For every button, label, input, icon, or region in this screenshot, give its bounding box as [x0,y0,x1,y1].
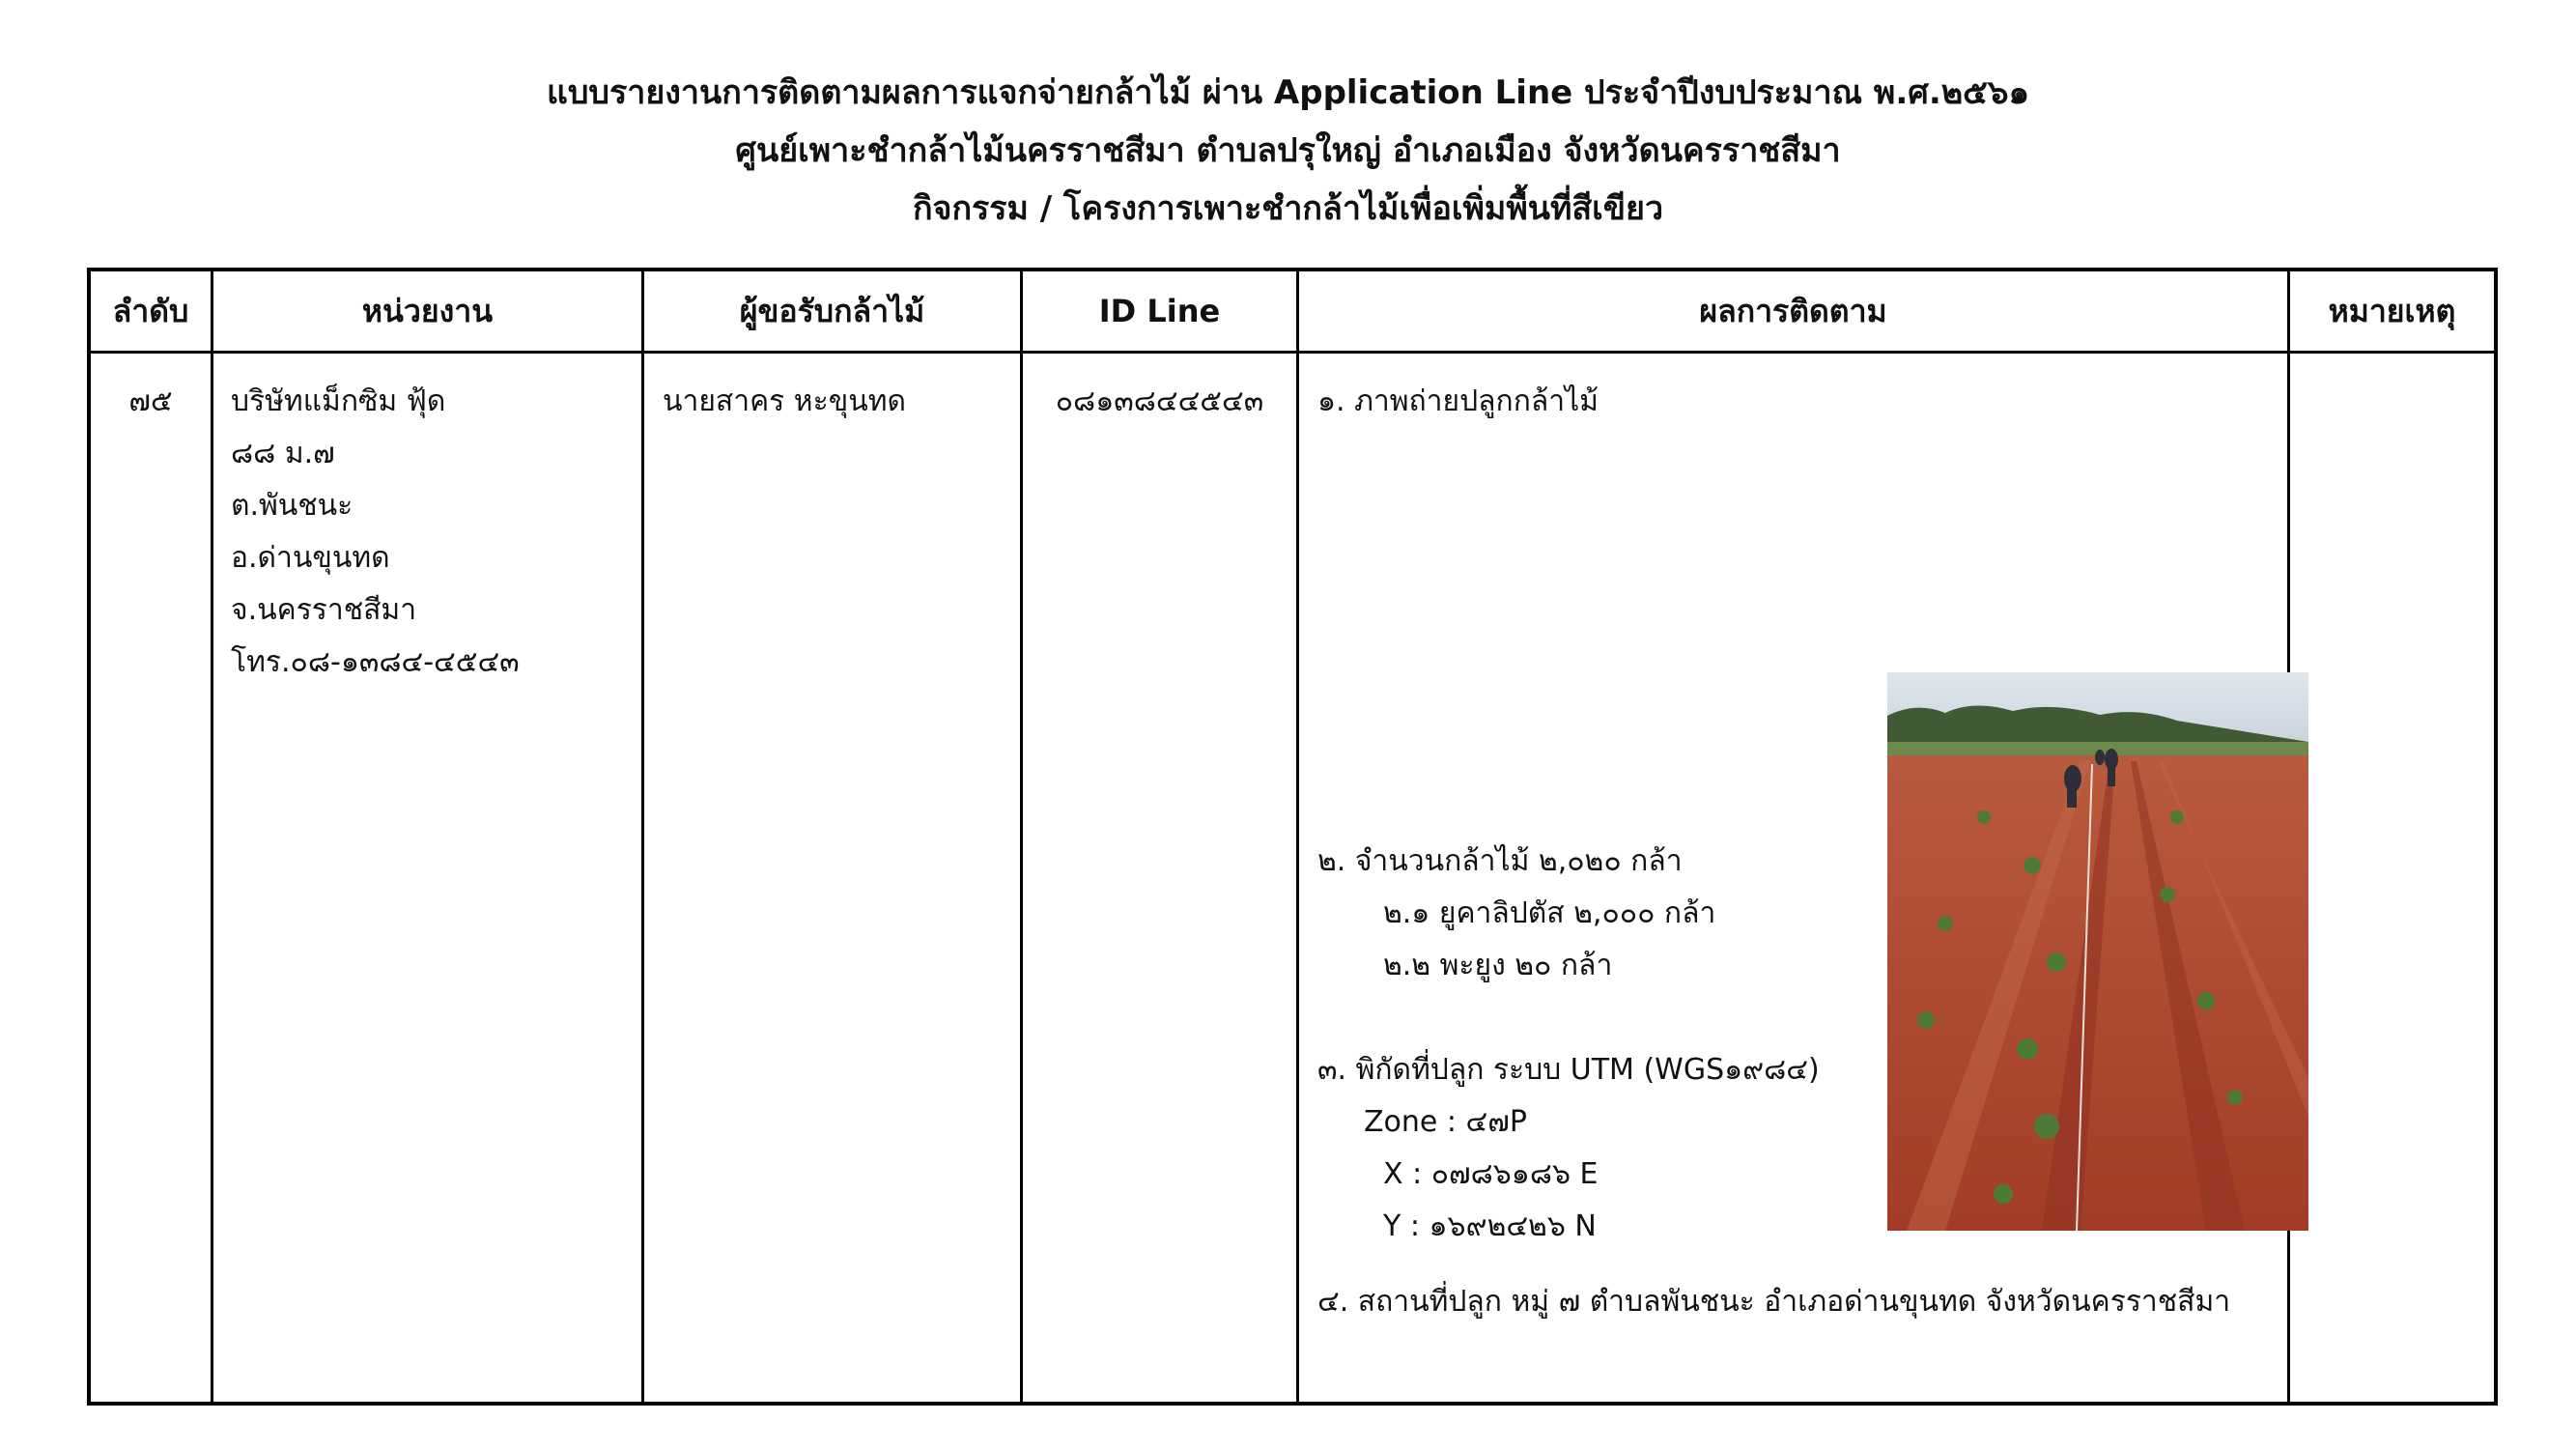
agency-phone: โทร.๐๘-๑๓๘๔-๔๕๔๓ [231,645,520,679]
row-requester: นายสาคร หะขุนทด [663,384,906,418]
agency-name: บริษัทแม็กซิม ฟุ้ด [231,384,446,418]
agency-address: ๘๘ ม.๗ [231,437,335,470]
planting-photo [1887,672,2308,1231]
report-subtitle-center: ศูนย์เพาะชำกล้าไม้นครราชสีมา ตำบลปรุใหญ่ อำเภอเมือง จังหวัดนครราชสีมา [735,131,1841,170]
row-id-line: ๐๘๑๓๘๔๔๕๔๓ [1055,384,1264,418]
col-header-requester: ผู้ขอรับกล้าไม้ [739,293,925,329]
report-table [87,268,2498,1406]
utm-x: X : ๐๗๘๖๑๘๖ E [1383,1157,1599,1191]
row-order: ๗๕ [128,384,173,418]
report-title: แบบรายงานการติดตามผลการแจกจ่ายกล้าไม้ ผ่าน Application Line ประจำปีงบประมาณ พ.ศ.๒๕๖๑ [546,73,2030,112]
utm-y: Y : ๑๖๙๒๔๒๖ N [1383,1209,1597,1243]
report-subtitle-project: กิจกรรม / โครงการเพาะชำกล้าไม้เพื่อเพิ่มพื้นที่สีเขียว [912,189,1664,228]
result-item-photo: ๑. ภาพถ่ายปลูกกล้าไม้ [1317,384,1599,418]
result-item-quantity: ๒. จำนวนกล้าไม้ ๒,๐๒๐ กล้า [1317,844,1683,878]
header-divider [91,351,2494,354]
row-agency [231,376,520,689]
col-header-agency: หน่วยงาน [361,293,494,329]
utm-zone: Zone : ๔๗P [1364,1105,1527,1139]
column-divider [211,271,213,1402]
result-item-location: ๔. สถานที่ปลูก หมู่ ๗ ตำบลพันชนะ อำเภอด่านขุนทด จังหวัดนครราชสีมา [1317,1285,2231,1319]
col-header-id-line: ID Line [1098,293,1221,329]
agency-district: อ.ด่านขุนทด [231,541,390,575]
column-divider [641,271,644,1402]
result-item-coordinates: ๓. พิกัดที่ปลูก ระบบ UTM (WGS๑๙๘๔) [1317,1053,1820,1087]
agency-subdistrict: ต.พันชนะ [231,489,354,523]
column-divider [1020,271,1023,1402]
result-item-payung: ๒.๒ พะยูง ๒๐ กล้า [1383,949,1613,982]
result-item-eucalyptus: ๒.๑ ยูคาลิปตัส ๒,๐๐๐ กล้า [1383,896,1716,930]
column-divider [1296,271,1299,1402]
col-header-note: หมายเหตุ [2328,293,2456,329]
agency-province: จ.นครราชสีมา [231,593,417,627]
col-header-result: ผลการติดตาม [1699,293,1887,329]
col-header-order: ลำดับ [112,293,189,329]
